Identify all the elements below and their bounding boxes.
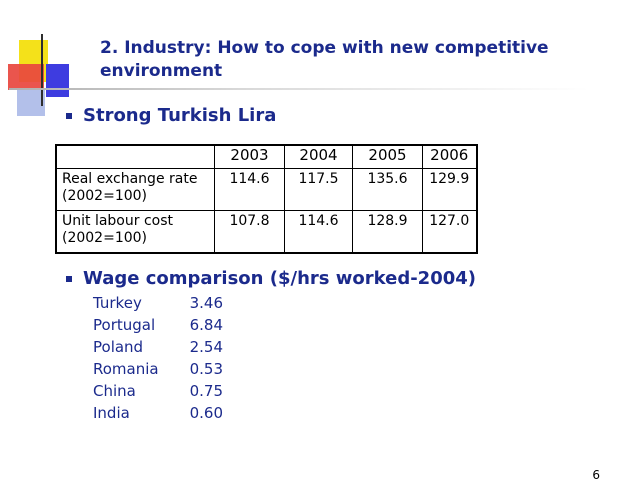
table-header-cell: 2003	[215, 145, 285, 169]
wage-value: 0.53	[189, 360, 223, 378]
table-header-cell: 2006	[423, 145, 477, 169]
wage-value: 6.84	[189, 316, 223, 334]
list-item	[93, 380, 223, 402]
slide-title: 2. Industry: How to cope with new competitive environment	[100, 38, 549, 81]
wage-country: Turkey	[93, 294, 142, 312]
wage-value: 0.60	[189, 404, 223, 422]
table-cell: 128.9	[353, 211, 423, 254]
wage-country: Portugal	[93, 316, 156, 334]
table-cell: 135.6	[353, 169, 423, 211]
table-header-cell	[56, 145, 215, 169]
table-header-row	[56, 145, 477, 169]
exchange-table	[55, 144, 478, 254]
table-cell: 107.8	[215, 211, 285, 254]
list-item	[93, 358, 223, 380]
decor-red-block	[8, 64, 44, 90]
list-item	[93, 292, 223, 314]
table-header-cell: 2005	[353, 145, 423, 169]
bullet-square-icon	[66, 113, 72, 119]
wage-country: Poland	[93, 338, 144, 356]
wage-value: 0.75	[189, 382, 223, 400]
table-cell: 117.5	[285, 169, 353, 211]
wage-country: China	[93, 382, 136, 400]
table-row	[56, 211, 477, 254]
table-header-cell: 2004	[285, 145, 353, 169]
bullet-square-icon	[66, 276, 72, 282]
bullet-heading: Strong Turkish Lira	[83, 105, 277, 126]
decor-blue-block	[46, 64, 69, 97]
wage-value: 3.46	[189, 294, 223, 312]
list-item	[93, 402, 223, 424]
decor-horizontal-rule	[9, 88, 589, 90]
row-label: Real exchange rate (2002=100)	[56, 169, 215, 211]
table-row	[56, 169, 477, 211]
list-item	[93, 336, 223, 358]
table-cell: 127.0	[423, 211, 477, 254]
wage-country: India	[93, 404, 130, 422]
wage-list	[93, 292, 223, 424]
wage-country: Romania	[93, 360, 159, 378]
row-label: Unit labour cost (2002=100)	[56, 211, 215, 254]
bullet-heading: Wage comparison ($/hrs worked-2004)	[83, 268, 476, 289]
bullet-strong-lira	[66, 105, 276, 126]
list-item	[93, 314, 223, 336]
bullet-wage-comparison	[66, 268, 476, 289]
wage-value: 2.54	[189, 338, 223, 356]
decor-vertical-line	[41, 34, 43, 106]
table-cell: 114.6	[215, 169, 285, 211]
table-cell: 129.9	[423, 169, 477, 211]
page-number: 6	[592, 468, 600, 482]
table-cell: 114.6	[285, 211, 353, 254]
